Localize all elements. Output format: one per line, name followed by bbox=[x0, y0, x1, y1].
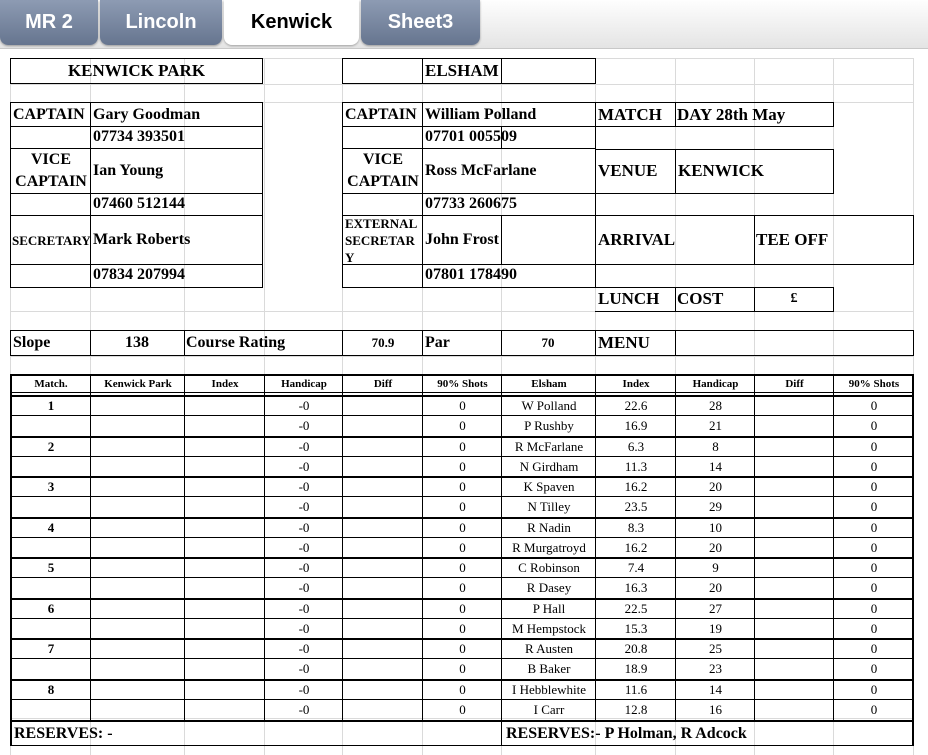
home-handicap: -0 bbox=[298, 417, 310, 433]
away-index: 16.3 bbox=[624, 579, 648, 595]
away-index: 16.2 bbox=[624, 478, 648, 494]
column-header: 90% Shots bbox=[437, 378, 488, 390]
away-shots: 0 bbox=[870, 438, 878, 454]
away-handicap: 23 bbox=[709, 660, 722, 676]
away-shots: 0 bbox=[870, 559, 878, 575]
away-index: 23.5 bbox=[624, 498, 648, 514]
match-number: 6 bbox=[47, 600, 55, 616]
home-handicap: -0 bbox=[298, 579, 310, 595]
tee-off-label: TEE OFF bbox=[756, 230, 829, 249]
match-number: 3 bbox=[47, 478, 55, 494]
column-header: Match. bbox=[34, 378, 68, 390]
match-number: 4 bbox=[47, 519, 55, 535]
column-header: Index bbox=[211, 378, 239, 390]
home-shots: 0 bbox=[459, 701, 466, 717]
border-line bbox=[10, 355, 914, 356]
border-line bbox=[342, 287, 596, 288]
match-number bbox=[11, 578, 91, 597]
away-player-name: B Baker bbox=[527, 660, 571, 676]
away-captain-name: William Polland bbox=[425, 105, 537, 123]
home-vice-captain-phone: 07460 512144 bbox=[93, 195, 185, 212]
border-line bbox=[10, 83, 263, 84]
away-handicap: 14 bbox=[709, 458, 722, 474]
away-secretary-label: EXTERNAL SECRETARY bbox=[345, 216, 417, 264]
away-shots: 0 bbox=[870, 620, 878, 636]
home-vice-captain-name: Ian Young bbox=[93, 162, 164, 179]
away-vice-captain-name: Ross McFarlane bbox=[425, 162, 537, 179]
border-line bbox=[595, 193, 834, 194]
match-number bbox=[11, 497, 91, 516]
home-shots: 0 bbox=[459, 397, 466, 413]
away-handicap: 14 bbox=[709, 681, 722, 697]
match-number: 8 bbox=[47, 681, 55, 697]
away-vice-captain-phone: 07733 260675 bbox=[425, 195, 517, 212]
away-secretary-phone: 07801 178490 bbox=[425, 266, 517, 283]
away-player-name: C Robinson bbox=[518, 559, 580, 575]
away-shots: 0 bbox=[870, 640, 878, 656]
away-captain-phone: 07701 005509 bbox=[425, 128, 517, 145]
border-line bbox=[342, 102, 343, 288]
column-header: 90% Shots bbox=[848, 378, 900, 390]
away-vice-captain-label: VICE CAPTAIN bbox=[347, 151, 419, 190]
home-shots: 0 bbox=[459, 620, 466, 636]
away-player-name: K Spaven bbox=[523, 478, 575, 494]
away-player-name: R Austen bbox=[524, 640, 574, 656]
away-player-name: R Nadin bbox=[527, 519, 571, 535]
menu-label: MENU bbox=[598, 333, 650, 352]
border-line bbox=[262, 58, 263, 84]
currency-symbol: £ bbox=[790, 291, 798, 306]
cost-label: COST bbox=[677, 289, 724, 308]
away-index: 6.3 bbox=[627, 438, 645, 454]
away-shots: 0 bbox=[870, 417, 878, 433]
away-handicap: 28 bbox=[709, 397, 722, 413]
away-shots: 0 bbox=[870, 681, 878, 697]
par-value: 70 bbox=[541, 335, 555, 350]
home-shots: 0 bbox=[459, 498, 466, 514]
border-line bbox=[754, 215, 755, 265]
away-player-name: R Murgatroyd bbox=[512, 539, 586, 555]
home-shots: 0 bbox=[459, 417, 466, 433]
border-line bbox=[342, 83, 596, 84]
column-header: Kenwick Park bbox=[104, 378, 172, 390]
home-secretary-name: Mark Roberts bbox=[93, 231, 191, 248]
away-handicap: 10 bbox=[709, 519, 722, 535]
slope-value: 138 bbox=[125, 334, 149, 351]
away-shots: 0 bbox=[870, 458, 878, 474]
home-handicap: -0 bbox=[298, 458, 310, 474]
match-number bbox=[11, 416, 91, 435]
border-line bbox=[501, 720, 502, 746]
away-player-name: M Hempstock bbox=[511, 620, 587, 636]
away-index: 7.4 bbox=[627, 559, 645, 575]
home-captain-label: CAPTAIN bbox=[13, 105, 85, 123]
border-line bbox=[833, 149, 834, 194]
away-captain-label: CAPTAIN bbox=[345, 105, 417, 123]
away-shots: 0 bbox=[870, 519, 878, 535]
column-header: Handicap bbox=[692, 378, 739, 390]
border-line bbox=[595, 330, 596, 356]
away-index: 11.3 bbox=[624, 458, 648, 474]
away-index: 16.9 bbox=[624, 417, 648, 433]
away-index: 15.3 bbox=[624, 620, 648, 636]
match-number bbox=[11, 619, 91, 638]
away-handicap: 19 bbox=[709, 620, 722, 636]
home-handicap: -0 bbox=[298, 559, 310, 575]
home-shots: 0 bbox=[459, 539, 466, 555]
match-number bbox=[11, 538, 91, 557]
home-club-title: KENWICK PARK bbox=[67, 61, 206, 80]
away-player-name: N Girdham bbox=[519, 458, 579, 474]
venue-value: KENWICK bbox=[678, 161, 764, 180]
home-reserves: RESERVES: - bbox=[14, 725, 113, 742]
away-index: 22.5 bbox=[624, 600, 648, 616]
away-index: 11.6 bbox=[624, 681, 648, 697]
venue-label: VENUE bbox=[598, 161, 658, 180]
away-player-name: P Hall bbox=[532, 600, 566, 616]
away-shots: 0 bbox=[870, 660, 878, 676]
border-line bbox=[422, 58, 423, 84]
border-line bbox=[595, 311, 834, 312]
home-shots: 0 bbox=[459, 640, 466, 656]
home-shots: 0 bbox=[459, 438, 466, 454]
away-player-name: P Rushby bbox=[524, 417, 574, 433]
border-line bbox=[10, 102, 11, 288]
grid-hline bbox=[10, 84, 913, 85]
away-shots: 0 bbox=[870, 539, 878, 555]
away-club-title: ELSHAM bbox=[425, 61, 499, 80]
border-line bbox=[833, 287, 834, 312]
column-header: Handicap bbox=[281, 378, 327, 390]
away-handicap: 20 bbox=[709, 478, 722, 494]
away-reserves: RESERVES:- P Holman, R Adcock bbox=[506, 725, 747, 742]
match-day: DAY 28th May bbox=[677, 104, 786, 124]
border-line bbox=[10, 392, 914, 393]
home-shots: 0 bbox=[459, 478, 466, 494]
border-line bbox=[595, 102, 596, 288]
away-index: 20.8 bbox=[624, 640, 648, 656]
border-line bbox=[595, 58, 596, 84]
home-handicap: -0 bbox=[298, 438, 310, 454]
border-line bbox=[913, 215, 914, 265]
home-handicap: -0 bbox=[298, 620, 310, 636]
away-shots: 0 bbox=[870, 478, 878, 494]
tab-sheet3[interactable]: Sheet3 bbox=[361, 0, 480, 45]
column-header: Diff bbox=[373, 378, 393, 390]
lunch-label: LUNCH bbox=[598, 289, 660, 308]
slope-label: Slope bbox=[13, 334, 51, 351]
home-handicap: -0 bbox=[298, 397, 310, 413]
match-number: 7 bbox=[47, 640, 55, 656]
home-shots: 0 bbox=[459, 660, 466, 676]
tab-mr2[interactable]: MR 2 bbox=[0, 0, 98, 45]
course-rating-label: Course Rating bbox=[186, 334, 286, 351]
away-index: 18.9 bbox=[624, 660, 648, 676]
match-number bbox=[11, 659, 91, 678]
border-line bbox=[184, 374, 185, 721]
away-handicap: 9 bbox=[712, 559, 719, 575]
home-shots: 0 bbox=[459, 681, 466, 697]
away-handicap: 8 bbox=[712, 438, 719, 454]
home-handicap: -0 bbox=[298, 600, 310, 616]
match-number bbox=[11, 457, 91, 476]
border-line bbox=[913, 330, 914, 356]
away-player-name: W Polland bbox=[521, 397, 577, 413]
away-handicap: 25 bbox=[709, 640, 722, 656]
border-line bbox=[184, 330, 185, 356]
tab-lincoln[interactable]: Lincoln bbox=[100, 0, 222, 45]
border-line bbox=[10, 720, 914, 722]
border-line bbox=[342, 58, 343, 84]
match-label: MATCH bbox=[598, 104, 662, 124]
away-player-name: I Hebblewhite bbox=[511, 681, 586, 697]
border-line bbox=[595, 126, 834, 127]
course-rating-value: 70.9 bbox=[371, 335, 395, 350]
home-handicap: -0 bbox=[298, 498, 310, 514]
match-number: 5 bbox=[47, 559, 55, 575]
match-number: 2 bbox=[47, 438, 55, 454]
home-secretary-label: SECRETARY bbox=[12, 232, 91, 248]
away-handicap: 21 bbox=[709, 417, 722, 433]
away-secretary-name: John Frost bbox=[425, 231, 499, 248]
away-shots: 0 bbox=[870, 397, 878, 413]
border-line bbox=[10, 330, 11, 356]
away-handicap: 27 bbox=[709, 600, 722, 616]
away-shots: 0 bbox=[870, 600, 878, 616]
away-handicap: 29 bbox=[709, 498, 722, 514]
away-index: 16.2 bbox=[624, 539, 648, 555]
away-shots: 0 bbox=[870, 701, 878, 717]
home-shots: 0 bbox=[459, 600, 466, 616]
par-label: Par bbox=[425, 334, 450, 351]
home-shots: 0 bbox=[459, 519, 466, 535]
away-handicap: 16 bbox=[709, 701, 722, 717]
home-handicap: -0 bbox=[298, 660, 310, 676]
home-shots: 0 bbox=[459, 559, 466, 575]
away-handicap: 20 bbox=[709, 579, 722, 595]
grid-hline bbox=[10, 356, 913, 357]
away-player-name: N Tilley bbox=[527, 498, 571, 514]
home-handicap: -0 bbox=[298, 640, 310, 656]
tab-kenwick[interactable]: Kenwick bbox=[224, 0, 359, 45]
away-index: 22.6 bbox=[624, 397, 648, 413]
column-header: Diff bbox=[785, 378, 804, 390]
home-handicap: -0 bbox=[298, 701, 310, 717]
arrival-label: ARRIVAL bbox=[598, 230, 676, 249]
home-vice-captain-label: VICE CAPTAIN bbox=[15, 151, 87, 190]
home-shots: 0 bbox=[459, 458, 466, 474]
home-handicap: -0 bbox=[298, 519, 310, 535]
column-header: Index bbox=[622, 378, 650, 390]
border-line bbox=[10, 287, 263, 288]
away-index: 12.8 bbox=[624, 701, 648, 717]
home-handicap: -0 bbox=[298, 478, 310, 494]
match-number bbox=[11, 700, 91, 719]
column-header: Elsham bbox=[531, 378, 567, 390]
border-line bbox=[10, 745, 914, 746]
home-secretary-phone: 07834 207994 bbox=[93, 266, 185, 283]
home-captain-phone: 07734 393501 bbox=[93, 128, 185, 145]
home-handicap: -0 bbox=[298, 681, 310, 697]
away-player-name: R McFarlane bbox=[514, 438, 584, 454]
away-player-name: R Dasey bbox=[526, 579, 572, 595]
away-player-name: I Carr bbox=[533, 701, 565, 717]
sheet-tab-bar bbox=[0, 0, 928, 49]
away-handicap: 20 bbox=[709, 539, 722, 555]
away-index: 8.3 bbox=[627, 519, 645, 535]
home-captain-name: Gary Goodman bbox=[93, 105, 201, 123]
home-handicap: -0 bbox=[298, 539, 310, 555]
home-shots: 0 bbox=[459, 579, 466, 595]
match-number: 1 bbox=[47, 397, 55, 413]
away-shots: 0 bbox=[870, 579, 878, 595]
away-shots: 0 bbox=[870, 498, 878, 514]
